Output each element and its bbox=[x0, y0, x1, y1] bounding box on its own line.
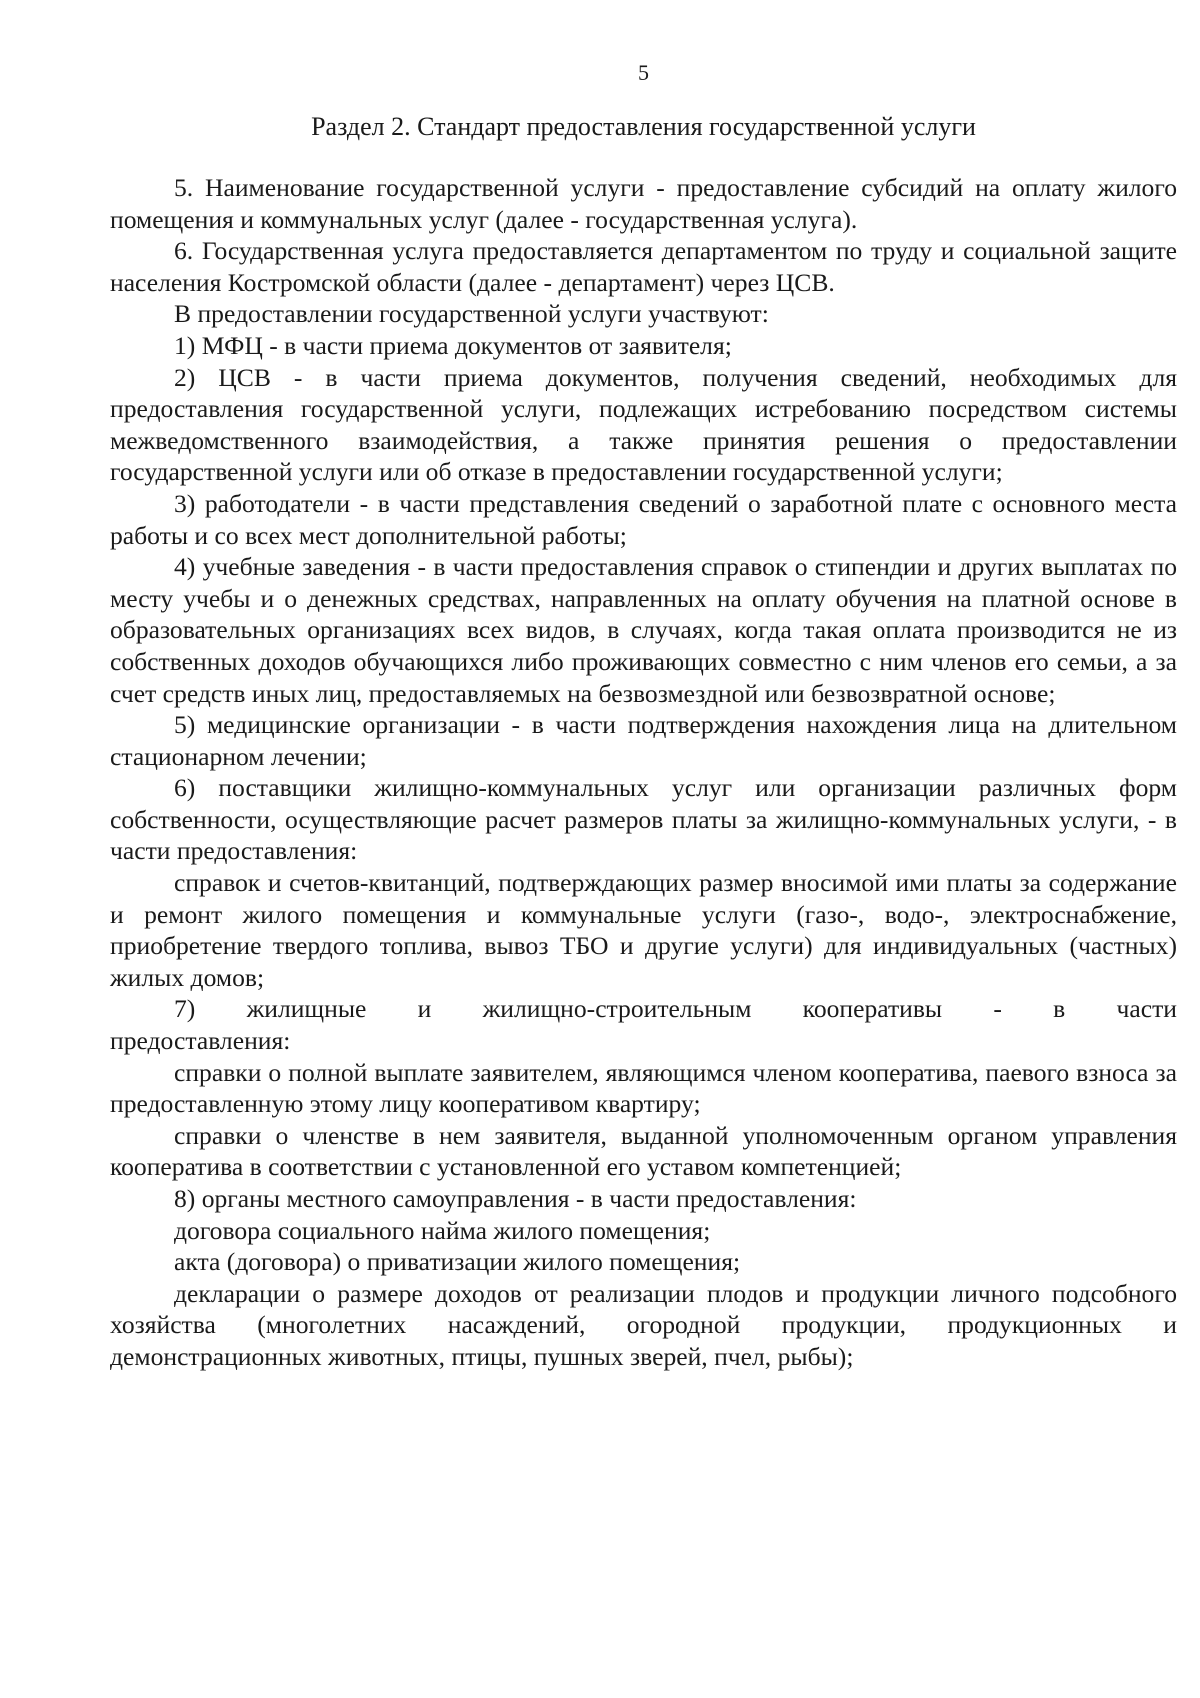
sub-item-social-lease-contract: договора социального найма жилого помещения; bbox=[174, 1215, 711, 1245]
sub-item-privatization-act: акта (договора) о приватизации жилого помещения; bbox=[174, 1247, 741, 1277]
paragraph-participants-intro: В предоставлении государственной услуги участвуют: bbox=[174, 299, 769, 329]
section-title: Раздел 2. Стандарт предоставления государственной услуги bbox=[311, 112, 976, 141]
list-item-employers: 3) работодатели - в части представления сведений о заработной плате с основного места работы и со всех мест дополнительной работы; bbox=[110, 488, 1177, 550]
document-page bbox=[110, 58, 1177, 1373]
list-item-cooperatives-continuation: предоставления: bbox=[110, 1026, 291, 1056]
page-number: 5 bbox=[638, 60, 649, 85]
list-item-utility-providers: 6) поставщики жилищно-коммунальных услуг или организации различных форм собственности, осуществляющие расчет размеров платы за жилищно-коммунальных услуги, - в части предоставления: bbox=[110, 773, 1177, 866]
list-item-cooperatives: 7) жилищные и жилищно-строительным кооперативы - в части bbox=[174, 994, 1177, 1024]
paragraph-service-provider: 6. Государственная услуга предоставляется департаментом по труду и социальной защите населения Костромской области (далее - департамент) через ЦСВ. bbox=[110, 236, 1177, 297]
sub-item-membership-certificate: справки о членстве в нем заявителя, выданной уполномоченным органом управления кооператива в соответствии с установленной его уставом компетенцией; bbox=[110, 1120, 1177, 1182]
list-item-medical-organizations: 5) медицинские организации - в части подтверждения нахождения лица на длительном стационарном лечении; bbox=[110, 710, 1177, 771]
document-body bbox=[110, 172, 1177, 1373]
paragraph-service-name: 5. Наименование государственной услуги - предоставление субсидий на оплату жилого помещения и коммунальных услуг (далее - государственная услуга). bbox=[110, 173, 1177, 234]
sub-item-income-declaration: декларации о размере доходов от реализации плодов и продукции личного подсобного хозяйства (многолетних насаждений, огородной продукции, продукционных и демонстрационных животных, птицы, пушных зверей, пчел, рыбы); bbox=[110, 1278, 1177, 1371]
sub-item-share-payment-certificate: справки о полной выплате заявителем, являющимся членом кооператива, паевого взноса за предоставленную этому лицу кооперативом квартиру; bbox=[110, 1057, 1177, 1119]
list-item-mfc: 1) МФЦ - в части приема документов от заявителя; bbox=[174, 330, 732, 360]
list-item-educational-institutions: 4) учебные заведения - в части предоставления справок о стипендии и других выплатах по месту учебы и о денежных средствах, направленных на оплату обучения на платной основе в образовательных организациях всех видов, в случаях, когда такая оплата производится не из собственных доходов обучающихся либо проживающих совместно с ним членов его семьи, а за счет средств иных лиц, предоставляемых на безвозмездной или безвозвратной основе; bbox=[110, 552, 1177, 708]
sub-item-utility-certificates: справок и счетов-квитанций, подтверждающих размер вносимой ими платы за содержание и ремонт жилого помещения и коммунальные услуги (газо-, водо-, электроснабжение, приобретение твердого топлива, вывоз ТБО и другие услуги) для индивидуальных (частных) жилых домов; bbox=[110, 868, 1177, 992]
list-item-csv: 2) ЦСВ - в части приема документов, получения сведений, необходимых для предоставления государственной услуги, подлежащих истребованию посредством системы межведомственного взаимодействия, а также принятия решения о предоставлении государственной услуги или об отказе в предоставлении государственной услуги; bbox=[110, 362, 1177, 487]
list-item-local-government: 8) органы местного самоуправления - в части предоставления: bbox=[174, 1184, 857, 1213]
